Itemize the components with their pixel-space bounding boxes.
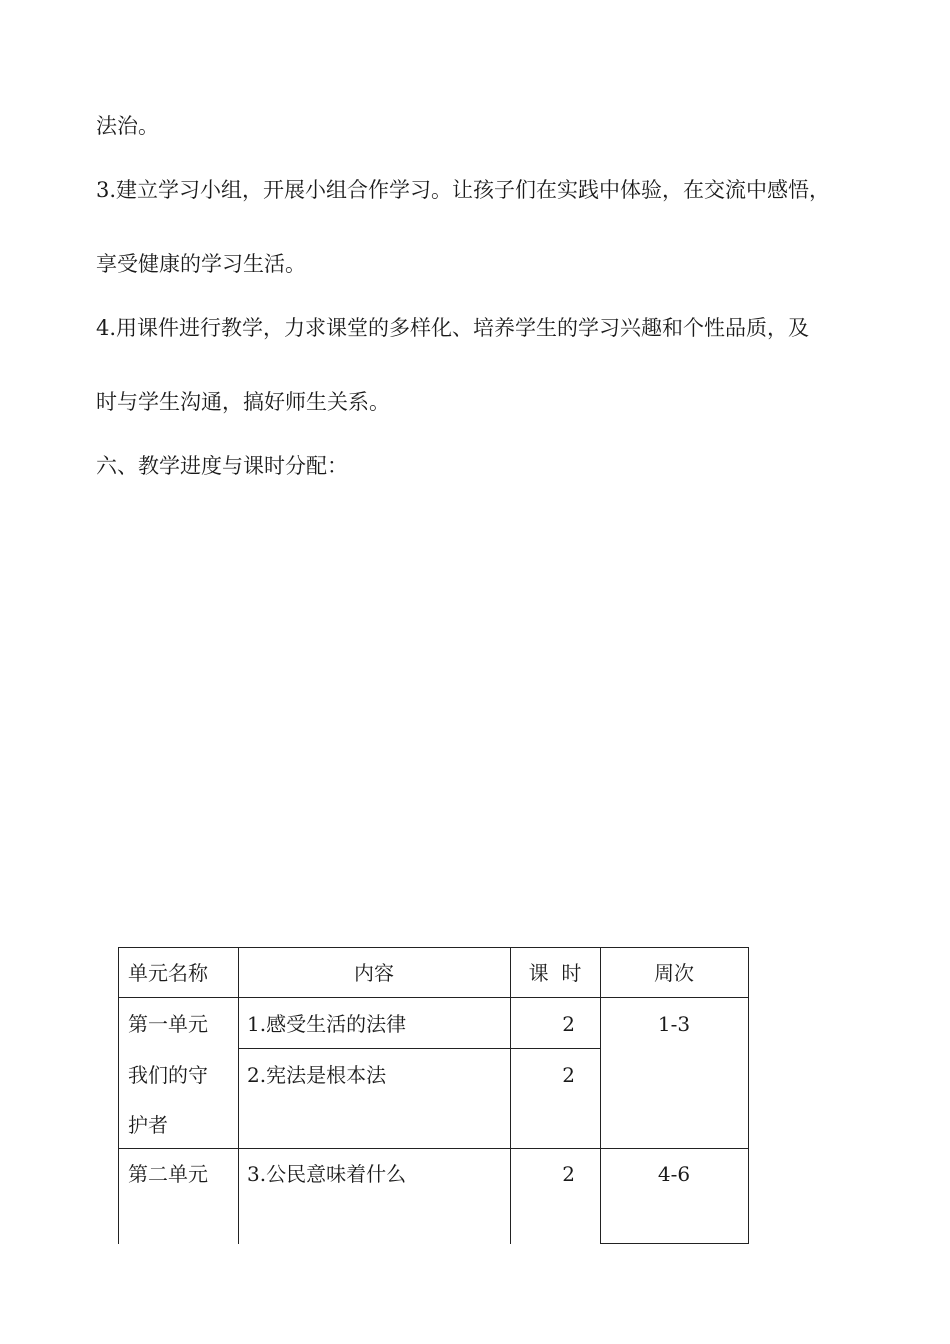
row-hours: 2 [562,1162,575,1186]
row-content: 2.宪法是根本法 [247,1063,387,1087]
row-hours: 2 [562,1012,575,1036]
paragraph-line: 享受健康的学习生活。 [96,252,306,276]
paragraph-line: 4.用课件进行教学，力求课堂的多样化、培养学生的学习兴趣和个性品质，及 [96,316,810,340]
schedule-table [118,947,749,1244]
unit-name-line: 第一单元 [128,1012,208,1036]
unit-weeks: 4-6 [657,1162,691,1186]
row-content: 1.感受生活的法律 [247,1012,407,1036]
section-heading: 六、教学进度与课时分配： [96,454,348,478]
header-hours: 课 时 [528,961,582,985]
unit-name-line: 第二单元 [128,1162,208,1186]
unit-weeks: 1-3 [657,1012,691,1036]
header-content: 内容 [354,961,394,985]
paragraph-line: 3.建立学习小组，开展小组合作学习。让孩子们在实践中体验，在交流中感悟， [96,178,831,202]
header-unit-name: 单元名称 [128,961,208,985]
header-weeks: 周次 [654,961,694,985]
row-hours: 2 [562,1063,575,1087]
unit-name-line: 护者 [128,1113,168,1137]
paragraph-line: 时与学生沟通，搞好师生关系。 [96,390,390,414]
paragraph-line: 法治。 [96,114,159,138]
row-content: 3.公民意味着什么 [247,1162,407,1186]
unit-name-line: 我们的守 [128,1063,208,1087]
